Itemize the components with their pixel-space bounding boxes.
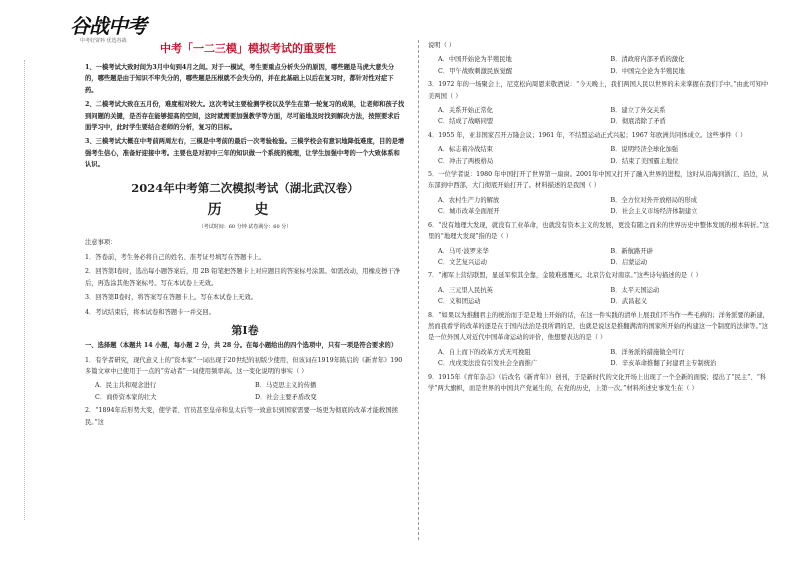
option: A．农村生产力的解放 [438,196,500,204]
option: B．建立了外交关系 [610,107,666,115]
volume-heading: 第Ⅰ卷 [231,324,259,338]
option: A．标志着冷战结束 [438,146,493,154]
intro-paragraph: 2、二模考试大致在五月份，难度相对较大。这次考试主要检测学校以及学生在第一轮复习的成果，让老师和孩子找到问题的关键，是否存在能够提高的空间，这时就需要加强教学等方面，尽可能地及时找到解决方法，按照要求后面学习中，此时学生要结合老师的分析，复习的目标。 [85,101,405,132]
option: A．关系开始正常化 [438,107,493,115]
question-stem: 7．“湘军上营结联盟，显延军惊其全靠，金陵难逃覆灭。北京告危对南京。”这些诗句描述的是（ ） [428,272,702,280]
question-options [438,195,773,218]
question-options [438,246,773,269]
logo-text: 谷战中考 [70,14,146,38]
option: B．新航路开辟 [610,247,653,255]
option: C．结成了战略同盟 [438,118,494,126]
option: A．自上而下的改革方式无可挽阻 [438,348,531,356]
notes-heading: 注意事项： [85,238,117,246]
question-stem: 6．“没有地理大发现，就没有工业革命，也就没有资本主义的发展，更没有随之而来的世界历史中整体发展的根本转折。”这里的“地理大发现”指的是（ ） [428,221,770,241]
option: C．城市改革全面展开 [438,208,500,216]
subject-title: 历 史 [207,201,283,218]
option: D．社会主要矛盾改变 [255,393,317,401]
section-heading: 一、选择题（本题共 14 小题，每小题 2 分，共 28 分。在每小题给出的四个选项中，只有一项是符合要求的） [85,342,398,350]
note-item: 4．考试结束后，将本试卷和答题卡一并交回。 [85,308,215,316]
option: B．洋务派的措施做全可行 [610,348,685,356]
exam-title: 2024年中考第二次模拟考试（湖北武汉卷） [131,180,359,195]
option: B．说明经济全球化加强 [610,146,679,154]
option: B．太平天国运动 [610,286,660,294]
question-stem: 1．有学者研究，现代意义上的“资本家”一词出现于20世纪的初版少使用，但该词在1919年陈启的《新青年》190 多篇文章中已使用于一点的“劳动者”一词使用频率高。这一变化说明的事实（ ） [85,356,403,375]
question-stem: 3．1972 年的一场聚会上，尼克松向周恩来敬酒说：“今天晚上，我们两国人民以世界的未来掌握在我们手中。”由此可知中美两国（ ） [428,81,769,100]
note-item: 1．答卷前，考生务必将自己的姓名、准考证号填写在答题卡上。 [85,254,266,262]
option: A．马可·波罗来华 [438,247,489,255]
option: A．民主共和观念进行 [95,382,157,390]
option: B．马克思主义的传播 [255,382,317,390]
question-stem: 5．一位学者说：1980 年中国打开了世界第一扇窗。2001年中国又打开了融入世界的进程，这时从沿海到浙江、沿边，从东部到中西部，大门彻底开始打开了。材料描述的是我国（ ） [428,171,769,190]
option: D．辛亥革命推翻了封建君主专制统治 [610,360,717,368]
question-options [438,54,773,77]
right-column [428,40,773,397]
question-options [438,347,773,370]
option: D．社会主义市场经济体制建立 [610,208,698,216]
logo [70,14,148,50]
question-stem: 4．1955 年，亚非国家召开万隆会议；1961 年，不结盟运动正式兴起；1967 年欧洲共同体成立。这些事件（ ） [428,131,747,139]
option: C．甲午战败刺激民族觉醒 [438,67,513,75]
option: C．义和团运动 [438,298,481,306]
logo-tagline: 中考好资料 优选谷战 [80,38,127,44]
option: D．结束了美国霸主地位 [610,157,679,165]
option: A．三元里人民抗英 [438,286,493,294]
binding-line [24,60,25,520]
option: B．清政府内部矛盾的激化 [610,56,685,64]
option: A．中国开始论为半殖民地 [438,56,512,64]
option: D．启蒙运动 [610,258,648,266]
note-item: 3．回答第Ⅱ卷时，将答案写在答题卡上。写在本试卷上无效。 [85,294,258,302]
option: D．彻底消除了矛盾 [610,118,666,126]
left-column [85,62,405,431]
question-options [438,144,773,167]
exam-meta: （考试时间：60 分钟 试卷满分：60 分） [198,223,292,230]
intro-paragraph: 1、一模考试大致时间为3月中旬到4月之间。对于一模试，考生要重点分析失分的原因，哪些题是马虎大意失分的，哪些题是由于知识不牢失分的，哪些题是压根就不会失分的，并在此基础上以后在复习时，都针对性对症下药。 [85,64,395,94]
option: C．商侨资本家的壮大 [95,393,157,401]
intro-section [85,62,405,171]
question-stem-continued: 说明（ ） [428,42,456,49]
option: D．武昌起义 [610,298,648,306]
option: D．中国完全论为半殖民地 [610,67,685,75]
question-stem: 8．“如果以为推翻君主的统治而于是是地上开始的话，在这一件实践的清单上展我们不当作一些毛病的；洋务派要的新建，然而我看学的改革的逐是在于国内法治是我所谓的是，也就是说这是推翻满清的国家所开始的构建这一个制度的法律等。”这是一位外国人对近代中国革命运动的评价，他想要表达的是（ ） [428,311,769,342]
question-options [438,285,773,308]
option: C．戊戌变法没有引发社会全面推广 [438,360,538,368]
option: C．冲击了两极格局 [438,157,494,165]
question-options [438,105,773,128]
question-stem: 2．“1894年后形势大变，使学者、官员甚至皇帝和皇太后等一致意识到国家需要一场更为彻底的改革才能救国拯民。”这 [85,407,398,426]
option: B．全方位对外开放格局的形成 [610,196,697,204]
question-options [95,380,405,403]
note-item: 2．回答第Ⅰ卷时，选出每小题答案后，用 2B 铅笔把答题卡上对应题目的答案标号涂黑。如需改动，用橡皮擦干净后，再选涂其他答案标号。写在本试卷上无效。 [85,268,401,287]
option: C．文艺复兴运动 [438,258,487,266]
column-divider [418,40,419,540]
intro-paragraph: 3、三模考试大概在中考前两周左右，三模是中考前的最后一次考验检验。三模学校会有意识地降低难度，目的是增强考生信心，准备好迎接中考。主要也是对初中三年的知识做一个系统的梳理，让学生加强中考的一个大致体系和认识。 [85,138,405,169]
banner-heading: 中考「一二三模」模拟考试的重要性 [160,42,336,55]
question-stem: 9．1915年《青年杂志》（后改名《新青年》）创刊，于是新时代的文化开场上出现了一个全新的面貌；提出了“民主”、“科学”两大旗帜，而是世界的中国共产党诞生的，在党的历史，上第一次。”材料所述史事发生在（ ） [428,373,767,392]
